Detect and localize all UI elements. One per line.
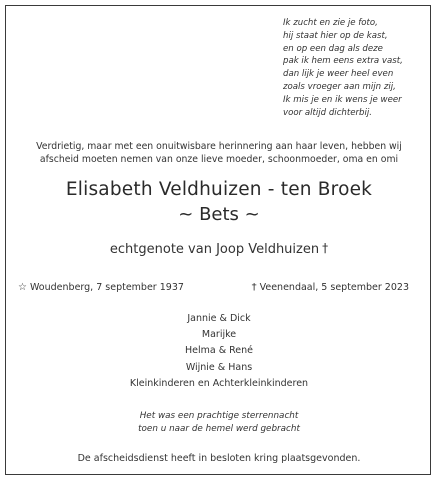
death-text: Veenendaal, 5 september 2023 [259, 282, 409, 293]
birth-info [18, 281, 184, 294]
spouse-line [0, 239, 438, 259]
service-notice: De afscheidsdienst heeft in besloten kring plaatsgevonden. [77, 453, 361, 464]
poem [283, 17, 403, 119]
cross-icon: † [251, 282, 257, 293]
family-list [0, 311, 438, 392]
family-member: Jannie & Dick [187, 313, 251, 324]
spouse-text: echtgenote van Joop Veldhuizen [109, 242, 320, 257]
poem-line: dan lijk je weer heel even [283, 69, 394, 80]
family-member: Wijnie & Hans [185, 361, 253, 373]
family-member: Marijke [201, 329, 237, 341]
star-icon: ☆ [18, 282, 27, 293]
family-member: Kleinkinderen en Achterkleinkinderen [129, 377, 309, 389]
birth-text: Woudenberg, 7 september 1937 [29, 282, 184, 293]
poem-line: Ik zucht en zie je foto, [283, 18, 378, 28]
family-member: Helma & René [184, 345, 254, 357]
death-info [252, 281, 409, 294]
closing-quote [0, 410, 438, 435]
poem-line: pak ik hem eens extra vast, [283, 56, 403, 67]
cross-icon: † [322, 241, 329, 255]
poem-line: Ik mis je en ik wens je weer [283, 94, 402, 105]
poem-line: zoals vroeger aan mijn zij, [283, 81, 396, 92]
deceased-name: Elisabeth Veldhuizen - ten Broek [65, 179, 373, 200]
intro-text [0, 140, 438, 166]
poem-line: voor altijd dichterbij. [283, 107, 373, 118]
quote-line-1: Het was een prachtige sterrennacht [139, 411, 299, 421]
intro-line-1: Verdrietig, maar met een onuitwisbare herinnering aan haar leven, hebben wij [36, 141, 402, 152]
poem-line: hij staat hier op de kast, [283, 30, 388, 41]
deceased-nickname: ~ Bets ~ [178, 204, 260, 225]
quote-line-2: toen u naar de hemel werd gebracht [138, 423, 300, 434]
poem-line: en op een dag als deze [283, 43, 383, 54]
intro-line-2: afscheid moeten nemen van onze lieve moeder, schoonmoeder, oma en omi [39, 154, 399, 165]
